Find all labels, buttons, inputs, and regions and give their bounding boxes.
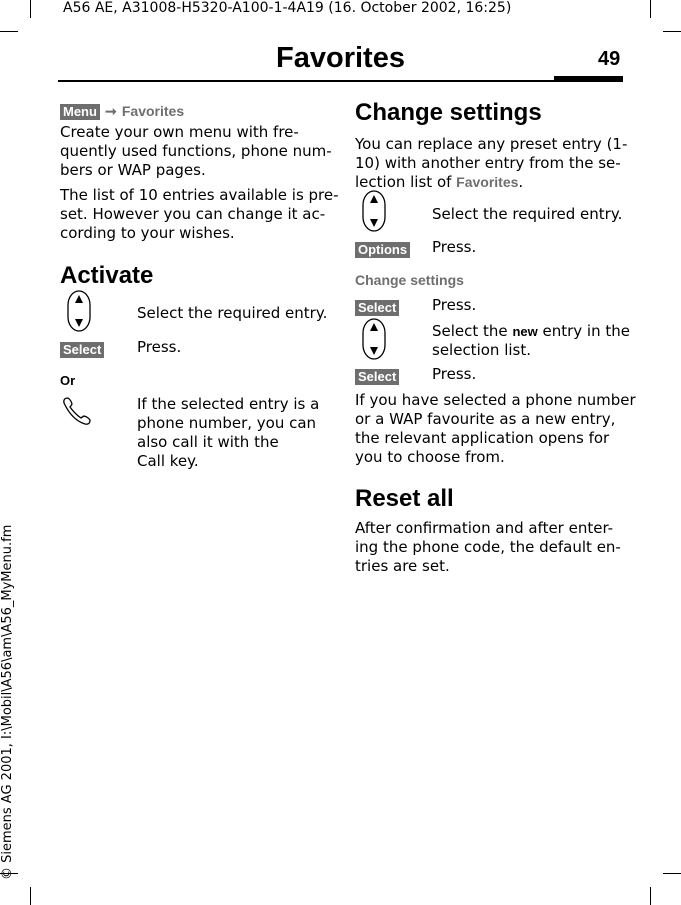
intro-paragraph [60,123,332,180]
side-file-path: © Siemens AG 2001, I:\Mobil\A56\am\A56_MyMenu.fm [0,524,15,880]
crop-mark [0,31,18,32]
step-select-entry: Select the required entry. [137,304,328,322]
select-softkey: Select [60,342,104,358]
crop-mark [650,0,651,18]
crop-mark [663,31,681,32]
options-softkey: Options [355,242,410,258]
text-line: ing the phone code, the default en- [355,538,621,556]
call-key-icon [60,394,94,428]
press-text: Press. [432,365,477,383]
text-line: After confirmation and after enter- [355,519,614,537]
arrow-icon: ➞ [105,103,117,119]
text-line: You can replace any preset entry (1- [355,135,628,153]
navigation-key-icon [361,190,389,234]
step-select-entry: Select the required entry. [432,205,623,223]
text-line: the relevant application opens for [355,429,610,447]
or-label: Or [60,373,76,388]
text-line: If the selected entry is a [137,395,320,413]
select-softkey: Select [355,300,399,316]
select-softkey-row [355,297,399,316]
text-line: bers or WAP pages. [60,161,206,179]
text-line: The list of 10 entries available is pre- [60,186,339,204]
text-fragment: . [518,173,524,191]
crop-mark [30,0,31,18]
text-line: Call key. [137,452,199,470]
crop-mark [30,887,31,905]
running-header: A56 AE, A31008-H5320-A100-1-4A19 (16. October 2002, 16:25) [63,0,512,16]
reset-paragraph [355,519,621,576]
text-line: tries are set. [355,557,450,575]
crop-mark [650,887,651,905]
text-fragment: Select the [432,322,513,340]
text-line: selection list. [432,341,531,359]
navigation-key-icon [66,290,94,334]
text-line: cording to your wishes. [60,224,235,242]
favorites-ref: Favorites [456,174,519,190]
press-text: Press. [432,296,477,314]
text-fragment: entry in the [537,322,630,340]
navigation-key-icon [361,318,389,362]
text-line: or a WAP favourite as a new entry, [355,410,616,428]
text-line: Create your own menu with fre- [60,123,299,141]
preset-paragraph [60,186,339,243]
activate-heading: Activate [60,262,154,289]
title-rule [58,80,623,82]
change-settings-heading: Change settings [355,99,542,126]
text-line: phone number, you can [137,414,317,432]
crop-mark [663,873,681,874]
application-paragraph [355,391,636,467]
reset-all-heading: Reset all [355,485,454,512]
text-line: you to choose from. [355,448,505,466]
text-line [355,173,627,192]
page-title: Favorites [276,42,405,74]
page-number: 49 [598,48,621,70]
text-line: 10) with another entry from the se- [355,154,621,172]
text-line: If you have selected a phone number [355,391,636,409]
menu-path-favorites: Favorites [121,103,185,119]
text-line: set. However you can change it ac- [60,205,326,223]
select-softkey: Select [355,369,399,385]
select-new-paragraph [432,322,630,360]
text-line: also call it with the [137,433,279,451]
text-line: quently used functions, phone num- [60,142,332,160]
menu-softkey: Menu [60,104,100,120]
change-settings-subheading: Change settings [355,272,464,288]
text-fragment: lection list of [355,173,457,191]
select-softkey-row [355,366,399,385]
options-softkey-row [355,239,410,258]
menu-path [60,101,184,120]
select-softkey-row [60,339,104,358]
text-line [432,322,630,341]
call-paragraph [137,395,319,471]
page-number-rule [554,76,623,80]
new-label: new [512,324,538,339]
change-paragraph [355,135,627,192]
press-text: Press. [432,238,477,256]
press-text: Press. [137,338,182,356]
